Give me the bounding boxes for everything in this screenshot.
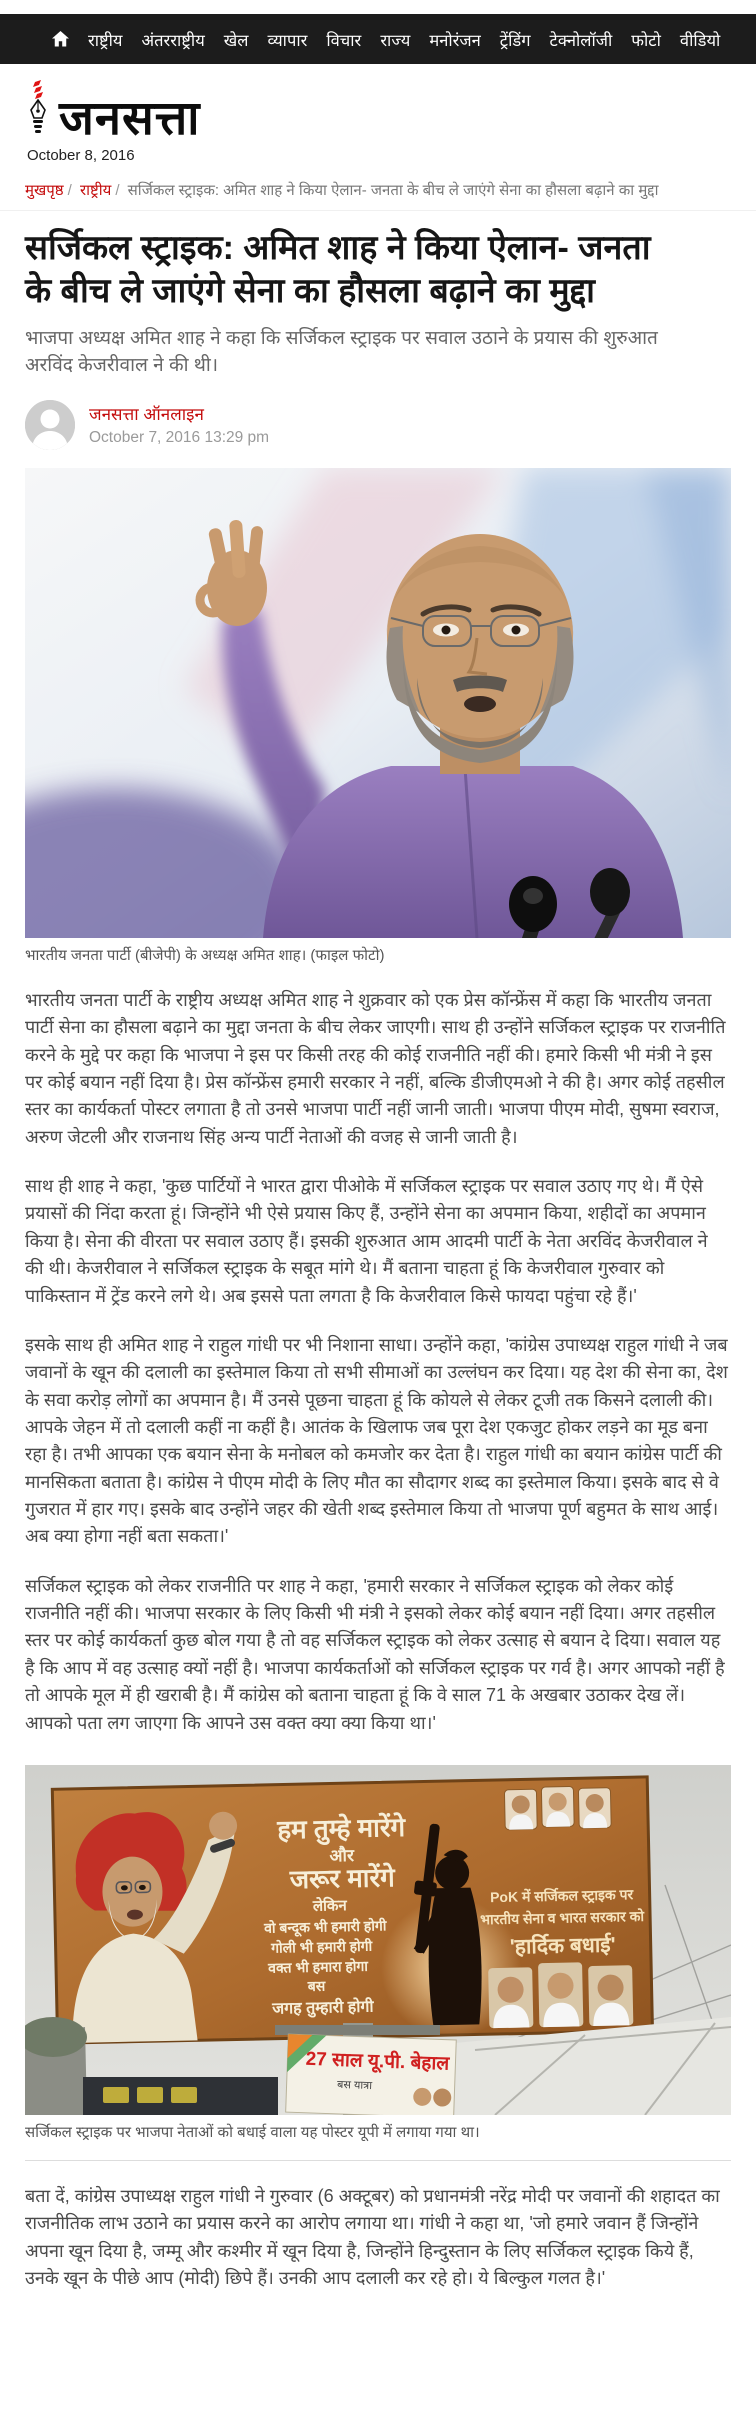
billboard-portraits-bottom [488, 1961, 633, 2028]
nav-item-states[interactable]: राज्य [380, 31, 411, 50]
page-bottom-padding [0, 2292, 756, 2308]
nav-item-business[interactable]: व्यापार [267, 31, 308, 50]
jansatta-logo[interactable] [25, 80, 756, 144]
article-summary: भाजपा अध्यक्ष अमित शाह ने कहा कि सर्जिकल स्ट्राइक पर सवाल उठाने के प्रयास की शुरुआत अरविंद केजरीवाल ने की थी। [25, 328, 658, 376]
author-row [25, 400, 731, 450]
nav-item-sports[interactable]: खेल [223, 31, 249, 50]
masthead [0, 64, 756, 164]
svg-text:और: और [329, 1845, 355, 1866]
svg-text:वो बन्दूक भी हमारी होगी: वो बन्दूक भी हमारी होगी [263, 1917, 387, 1936]
svg-text:जरूर मारेंगे: जरूर मारेंगे [289, 1862, 395, 1895]
article-paragraph-4: सर्जिकल स्ट्राइक को लेकर राजनीति पर शाह ने कहा, 'हमारी सरकार ने सर्जिकल स्ट्राइक को लेकर कोई राजनीति नहीं की। भाजपा सरकार के लिए किसी भी मंत्री ने इसको लेकर कोई बयान नहीं दिया। अगर तहसील स्तर पर कोई कार्यकर्ता कुछ बोल गया है तो वह सर्जिकल स्ट्राइक को लेकर उत्साह से बयान दे दिया। सवाल यह है कि आप में वह उत्साह क्यों नहीं है। भाजपा कार्यकर्ताओं को सर्जिकल स्ट्राइक पर गर्व है। अगर आपको नहीं है तो आपके मूल में ही खराबी है। मैं कांग्रेस को बताना चाहता हूं कि वे साल 71 के अखबार उठाकर देख लें। आपको पता लग जाएगा कि आपने उस वक्त क्या क्या किया था।' [25, 1575, 725, 1733]
article-title: सर्जिकल स्ट्राइक: अमित शाह ने किया ऐलान- जनता के बीच ले जाएंगे सेना का हौसला बढ़ाने का मुद्दा [25, 229, 651, 310]
author-byline-link[interactable]: जनसत्ता ऑनलाइन [89, 405, 204, 425]
billboard-photo [25, 1765, 731, 2115]
section-divider [25, 2160, 731, 2161]
breadcrumb-current: सर्जिकल स्ट्राइक: अमित शाह ने किया ऐलान- जनता के बीच ले जाएंगे सेना का हौसला बढ़ाने का मुद्दा [127, 182, 659, 199]
top-strip [0, 0, 756, 14]
billboard-panel [52, 1777, 652, 2046]
svg-text:बस: बस [307, 1977, 326, 1994]
nav-item-opinion[interactable]: विचार [326, 31, 362, 50]
article-paragraph-1: भारतीय जनता पार्टी के राष्ट्रीय अध्यक्ष अमित शाह ने शुक्रवार को एक प्रेस कॉन्फ्रेंस में कहा कि भारतीय जनता पार्टी सेना का हौसला बढ़ाने का मुद्दा जनता के बीच लेकर जाएगी। साथ ही उन्होंने सर्जिकल स्ट्राइक पर राजनीति करने के मुद्दे पर कहा कि भाजपा ने इस पर किसी तरह की कोई राजनीति नहीं की। हमारे किसी भी मंत्री ने इस पर कोई बयान नहीं दिया है। प्रेस कॉन्फ्रेंस हमारी सरकार ने नहीं, बल्कि डीजीएमओ ने की है। अगर कोई तहसील स्तर का कार्यकर्ता पोस्टर लगाता है तो उनसे भाजपा पार्टी नहीं जानी जाती। भाजपा पीएम मोदी, सुषमा स्वराज, अरुण जेटली और राजनाथ सिंह अन्य पार्टी नेताओं की वजह से जानी जाती है। [25, 989, 726, 1147]
svg-text:'हार्दिक बधाई': 'हार्दिक बधाई' [509, 1933, 616, 1959]
breadcrumb-section-link[interactable]: राष्ट्रीय [79, 182, 112, 199]
breadcrumb-home-link[interactable]: मुखपृष्ठ [25, 182, 64, 199]
svg-text:वक्त भी हमारा होगा: वक्त भी हमारा होगा [268, 1957, 369, 1976]
top-navbar [0, 14, 756, 64]
nav-item-entertainment[interactable]: मनोरंजन [429, 31, 481, 50]
publish-timestamp: October 7, 2016 13:29 pm [89, 429, 270, 447]
breadcrumb-separator: / [67, 182, 72, 199]
author-avatar [25, 400, 75, 450]
billboard-image-caption: सर्जिकल स्ट्राइक पर भाजपा नेताओं को बधाई वाला यह पोस्टर यूपी में लगाया गया था। [25, 2123, 480, 2141]
svg-text:27 साल यू.पी. बेहाल: 27 साल यू.पी. बेहाल [305, 2048, 450, 2075]
billboard-portraits-top [504, 1786, 611, 1830]
nav-item-international[interactable]: अंतरराष्ट्रीय [141, 31, 205, 50]
nav-item-videos[interactable]: वीडियो [679, 31, 721, 50]
nav-item-national[interactable]: राष्ट्रीय [88, 31, 123, 50]
article-paragraph-3: इसके साथ ही अमित शाह ने राहुल गांधी पर भी निशाना साधा। उन्होंने कहा, 'कांग्रेस उपाध्यक्ष राहुल गांधी ने जब जवानों के खून की दलाली का इस्तेमाल किया तो सभी सीमाओं का उल्लंघन कर दिया। यह देश की सेना का, देश के सवा करोड़ लोगों का अपमान है। मैं उनसे पूछना चाहता हूं कि कोयले से लेकर टूजी तक किसने दलाली की। आपके जेहन में तो दलाली कहीं ना कहीं है। आतंक के खिलाफ जब पूरा देश एकजुट होकर लड़ने का मूड बना रहा है। तभी आपका एक बयान सेना के मनोबल को कमजोर कर देता है। राहुल गांधी का बयान कांग्रेस पार्टी की मानसिकता बताता है। कांग्रेस ने पीएम मोदी के लिए मौत का सौदागर शब्द का इस्तेमाल किया। इसके बाद से वे गुजरात में हार गए। इसके बाद उन्होंने जहर की खेती शब्द इस्तेमाल किया तो भाजपा पूर्ण बहुमत के साथ आई। अब क्या होगा नहीं बता सकता।' [25, 1334, 728, 1547]
lead-image-figure [25, 468, 731, 965]
breadcrumb [0, 174, 756, 211]
svg-text:गोली भी हमारी होगी: गोली भी हमारी होगी [270, 1937, 373, 1956]
breadcrumb-separator: / [115, 182, 120, 199]
nav-item-photos[interactable]: फोटो [631, 31, 661, 50]
svg-text:जगह तुम्हारी होगी: जगह तुम्हारी होगी [272, 1998, 374, 2018]
masthead-date: October 8, 2016 [27, 147, 135, 164]
nav-item-trending[interactable]: ट्रेंडिंग [499, 31, 531, 50]
nav-item-technology[interactable]: टेक्नोलॉजी [549, 31, 613, 50]
logo-text: जनसत्ता [59, 91, 201, 144]
article-paragraph-2: साथ ही शाह ने कहा, 'कुछ पार्टियों ने भारत द्वारा पीओके में सर्जिकल स्ट्राइक पर सवाल उठाए गए थे। मैं ऐसे प्रयासों की निंदा करता हूं। जिन्होंने भी ऐसे प्रयास किए हैं, उन्होंने सेना का अपमान किया, शहीदों का अपमान किया है। सेना की वीरता पर सवाल उठाए हैं। इसकी शुरुआत आम आदमी पार्टी के नेता अरविंद केजरीवाल ने की थी। केजरीवाल ने सर्जिकल स्ट्राइक के सबूत मांगे थे। मैं बताना चाहता हूं कि केजरीवाल गुरुवार को पाकिस्तान में ट्रेंड करने लगे थे। अब इससे पता लगता है कि केजरीवाल किसे फायदा पहुंचा रहे हैं।' [25, 1176, 708, 1306]
pen-nib-icon [25, 80, 51, 141]
svg-text:बस यात्रा: बस यात्रा [336, 2078, 373, 2092]
street-poster [286, 2034, 457, 2115]
home-icon[interactable] [52, 31, 69, 47]
svg-text:PoK में सर्जिकल स्ट्राइक पर: PoK में सर्जिकल स्ट्राइक पर [489, 1886, 634, 1906]
article-closing-paragraph: बता दें, कांग्रेस उपाध्यक्ष राहुल गांधी ने गुरुवार (6 अक्टूबर) को प्रधानमंत्री नरेंद्र मोदी पर जवानों की शहादत का राजनीतिक लाभ उठाने का प्रयास करने का आरोप लगाया था। गांधी ने कहा था, 'जो हमारे जवान हैं जिन्होंने अपना खून दिया है, जम्मू और कश्मीर में खून दिया है, जिन्होंने हिन्दुस्तान के लिए सर्जिकल स्ट्राइक किये हैं, उनके खून के पीछे आप (मोदी) छिपे हैं। उनकी आप दलाली कर रहे हो। ये बिल्कुल गलत है।' [25, 2185, 720, 2288]
amit-shah-photo [25, 468, 731, 938]
lead-image-caption: भारतीय जनता पार्टी (बीजेपी) के अध्यक्ष अमित शाह। (फाइल फोटो) [25, 946, 385, 964]
svg-text:हम तुम्हे मारेंगे: हम तुम्हे मारेंगे [276, 1811, 406, 1845]
svg-text:भारतीय सेना व भारत सरकार को: भारतीय सेना व भारत सरकार को [480, 1907, 645, 1928]
billboard-image-figure [25, 1765, 731, 2142]
svg-text:लेकिन: लेकिन [312, 1897, 347, 1915]
